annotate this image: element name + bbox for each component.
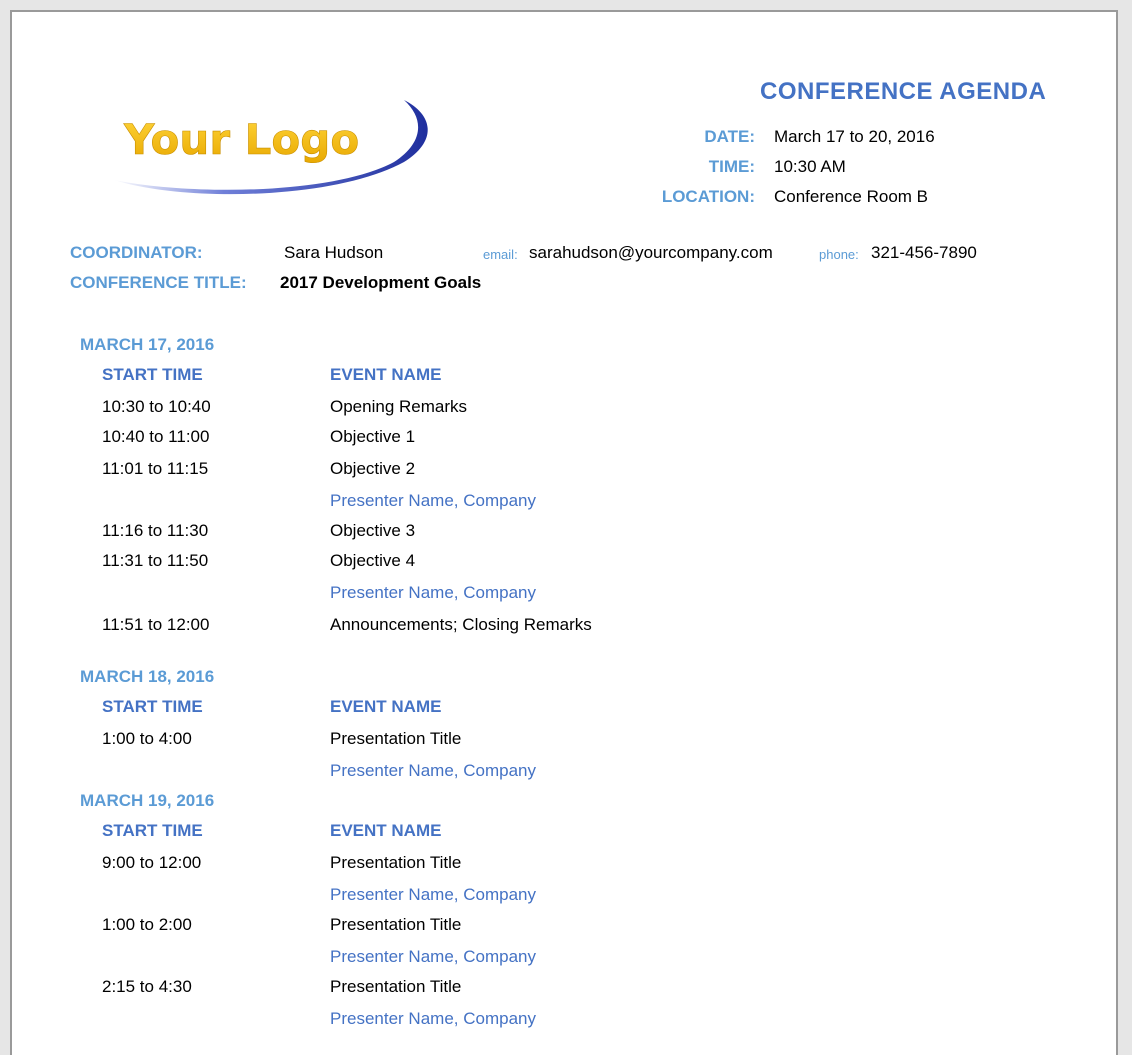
row-event: Announcements; Closing Remarks bbox=[330, 615, 592, 634]
row-presenter: Presenter Name, Company bbox=[330, 1009, 536, 1028]
row-event: Objective 4 bbox=[330, 551, 416, 570]
date-label: DATE: bbox=[704, 127, 755, 146]
phone-value: 321-456-7890 bbox=[871, 243, 977, 262]
email-label: email: bbox=[483, 247, 518, 262]
row-event: Presentation Title bbox=[330, 977, 462, 996]
row-presenter: Presenter Name, Company bbox=[330, 947, 536, 966]
time-value: 10:30 AM bbox=[774, 157, 846, 176]
conference-title-label: CONFERENCE TITLE: bbox=[70, 273, 247, 292]
start-time-header: START TIME bbox=[102, 365, 203, 384]
row-event: Presentation Title bbox=[330, 915, 462, 934]
row-time: 1:00 to 2:00 bbox=[102, 915, 192, 934]
coordinator-label: COORDINATOR: bbox=[70, 243, 203, 262]
logo-swoosh-icon bbox=[104, 92, 434, 207]
row-time: 10:40 to 11:00 bbox=[102, 427, 210, 446]
company-logo bbox=[104, 92, 434, 207]
row-time: 11:31 to 11:50 bbox=[102, 551, 209, 570]
row-time: 2:15 to 4:30 bbox=[102, 977, 192, 996]
row-event: Objective 2 bbox=[330, 459, 416, 478]
conference-title-value: 2017 Development Goals bbox=[280, 273, 482, 292]
row-event: Presentation Title bbox=[330, 853, 462, 872]
day-date: MARCH 18, 2016 bbox=[80, 667, 215, 686]
row-event: Objective 1 bbox=[330, 427, 416, 446]
time-label: TIME: bbox=[708, 157, 755, 176]
row-presenter: Presenter Name, Company bbox=[330, 761, 536, 780]
coordinator-name: Sara Hudson bbox=[284, 243, 384, 262]
event-name-header: EVENT NAME bbox=[330, 365, 442, 384]
event-name-header: EVENT NAME bbox=[330, 821, 442, 840]
row-time: 1:00 to 4:00 bbox=[102, 729, 192, 748]
day-date: MARCH 19, 2016 bbox=[80, 791, 215, 810]
event-name-header: EVENT NAME bbox=[330, 697, 442, 716]
document-title: CONFERENCE AGENDA bbox=[760, 78, 1047, 105]
location-label: LOCATION: bbox=[661, 187, 755, 206]
location-value: Conference Room B bbox=[774, 187, 929, 206]
row-event: Opening Remarks bbox=[330, 397, 468, 416]
row-time: 10:30 to 10:40 bbox=[102, 397, 211, 416]
date-value: March 17 to 20, 2016 bbox=[774, 127, 935, 146]
row-presenter: Presenter Name, Company bbox=[330, 491, 536, 510]
day-date: MARCH 17, 2016 bbox=[80, 335, 215, 354]
row-event: Presentation Title bbox=[330, 729, 462, 748]
agenda-page bbox=[10, 10, 1118, 1055]
phone-label: phone: bbox=[819, 247, 859, 262]
row-time: 11:51 to 12:00 bbox=[102, 615, 210, 634]
row-time: 9:00 to 12:00 bbox=[102, 853, 202, 872]
row-event: Objective 3 bbox=[330, 521, 416, 540]
row-presenter: Presenter Name, Company bbox=[330, 583, 536, 602]
email-value: sarahudson@yourcompany.com bbox=[529, 243, 773, 262]
row-presenter: Presenter Name, Company bbox=[330, 885, 536, 904]
start-time-header: START TIME bbox=[102, 697, 203, 716]
row-time: 11:01 to 11:15 bbox=[102, 459, 209, 478]
logo-text: Your Logo bbox=[124, 115, 360, 164]
row-time: 11:16 to 11:30 bbox=[102, 521, 209, 540]
start-time-header: START TIME bbox=[102, 821, 203, 840]
